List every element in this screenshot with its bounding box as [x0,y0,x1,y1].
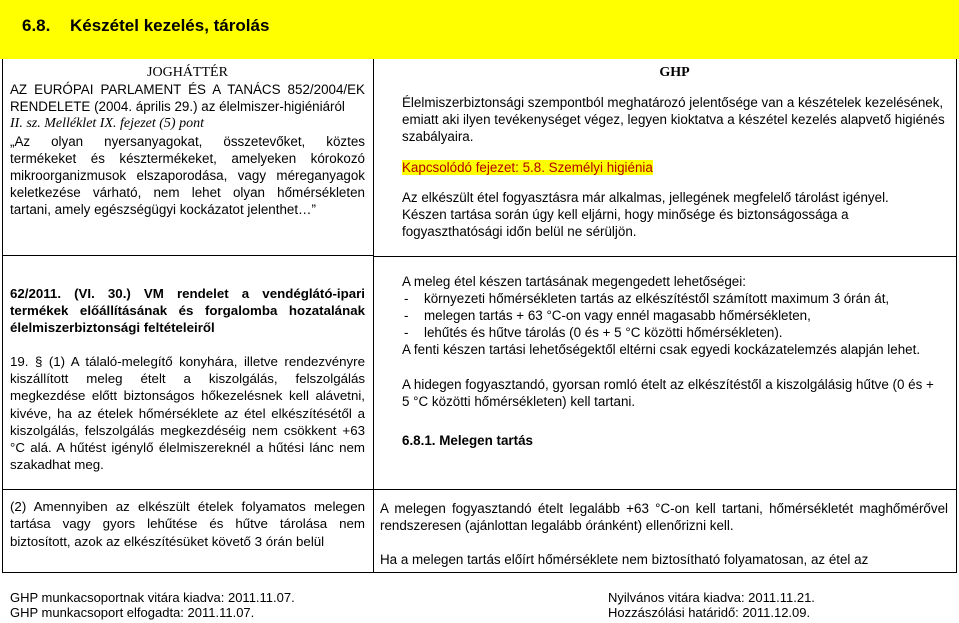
vm-decree-paragraph-19: 19. § (1) A tálaló-melegítő konyhára, illetve rendezvényre kiszállított meleg ételt a kiszolgálás, felszolgálás megkezdése előtt biztonságos hőkezelésnek kell alávetni, kivéve, ha az ételek hőmérséklete az étel elkészítésétől a kiszolgálás, felszolgálás megkezdéséig nem csökkent +63 °C alá. A hűtést igénylő élelmiszereknél a hűtési lánc nem szakadhat meg. [10,354,365,472]
cold-food-note: A hidegen fogyasztandó, gyorsan romló ételt az elkészítéstől a kiszolgálásig hűtve (0 és + 5 °C közötti hőmérsékleten) kell tartani. [402,377,934,409]
vm-decree-section [10,285,365,473]
jog-heading: JOGHÁTTÉR [147,65,228,80]
hot-holding-section [380,500,948,569]
subsection-heading: 6.8.1. Melegen tartás [402,433,533,448]
hot-food-section [402,273,947,449]
chapter-title: Készétel kezelés, tárolás [70,16,270,35]
footer-left [10,590,295,620]
list-item: - lehűtés és hűtve tárolás (0 és + 5 °C közötti hőmérsékleten). [402,324,947,341]
hot-food-intro: A meleg étel készen tartásának megengedett lehetőségei: [402,274,746,289]
right-row-divider-2 [373,489,957,490]
storage-requirement: Az elkészült étel fogyasztásra már alkalmas, jellegének megfelelő tárolást igényel. [402,190,889,205]
risk-assessment-note: A fenti készen tartási lehetőségektől eltérni csak egyedi kockázatelemzés alapján lehet. [402,342,921,357]
hot-holding-continuation: Ha a melegen tartás előírt hőmérséklete nem biztosítható folyamatosan, az étel az [380,552,869,568]
ghp-heading: GHP [659,65,690,80]
list-item: - környezeti hőmérsékleten tartás az elkészítéstől számított maximum 3 órán át, [402,290,947,307]
footer-public-date: Nyilvános vitára kiadva: 2011.11.21. [608,590,815,605]
eu-regulation-reference: II. sz. Melléklet IX. fejezet (5) pont [10,116,204,132]
legal-background-section [10,64,365,218]
left-row-divider-2 [2,489,373,490]
table-border-left [2,59,3,573]
quality-requirement: Készen tartása során úgy kell eljárni, hogy minősége és biztonságossága a fogyaszthatósági időn belül ne sérüljön. [402,207,849,239]
footer-accepted-date: GHP munkacsoport elfogadta: 2011.11.07. [10,605,255,620]
table-column-divider [373,59,374,573]
chapter-number: 6.8. [22,16,51,35]
table-border-bottom [2,572,957,573]
footer-right [608,590,815,620]
list-item: - melegen tartás + 63 °C-on vagy ennél magasabb hőmérsékleten, [402,307,947,324]
right-row-divider-1 [373,256,957,257]
left-row-divider-1 [2,255,373,256]
hot-holding-paragraph: A melegen fogyasztandó ételt legalább +63 °C-on kell tartani, hőmérsékletét maghőmérővel rendszeresen (ajánlottan legalább óránként) ellenőrizni kell. [380,501,948,534]
hot-food-options-list [402,290,947,341]
vm-decree-paragraph-2: (2) Amennyiben az elkészült ételek folyamatos melegen tartása vagy gyors lehűtése és hűtve tárolása nem biztosított, azok az elkészítésüket követő 3 órán belül [10,499,365,549]
eu-regulation-title: AZ EURÓPAI PARLAMENT ÉS A TANÁCS 852/2004/EK RENDELETE (2004. április 29.) az élelmiszer-higiéniáról [10,82,365,115]
footer-deadline: Hozzászólási határidő: 2011.12.09. [608,605,811,620]
footer-discussion-date: GHP munkacsoportnak vitára kiadva: 2011.11.07. [10,590,295,605]
chapter-header [0,0,959,59]
vm-decree-title: 62/2011. (VI. 30.) VM rendelet a vendéglátó-ipari termékek előállításának és forgalomba hozatalának élelmiszerbiztonsági feltételeiről [10,286,365,336]
table-border-right [956,59,957,573]
ghp-section [402,64,947,240]
ghp-intro: Élelmiszerbiztonsági szempontból meghatározó jelentősége van a készételek kezelésének, emiatt aki ilyen tevékenységet végez, legyen kioktatva a készétel kezelés alapvető higiénés szabályaira. [402,95,945,144]
related-chapter-link[interactable]: Kapcsolódó fejezet: 5.8. Személyi higiénia [402,160,653,175]
eu-regulation-quote: „Az olyan nyersanyagokat, összetevőket, köztes termékeket és késztermékeket, amelyeken kórokozó mikroorganizmusok elszaporodása, vagy méreganyagok keletkezése várható, nem lehet olyan hőmérsékleten tartani, amely egészségügyi kockázatot jelenthet…” [10,133,365,218]
